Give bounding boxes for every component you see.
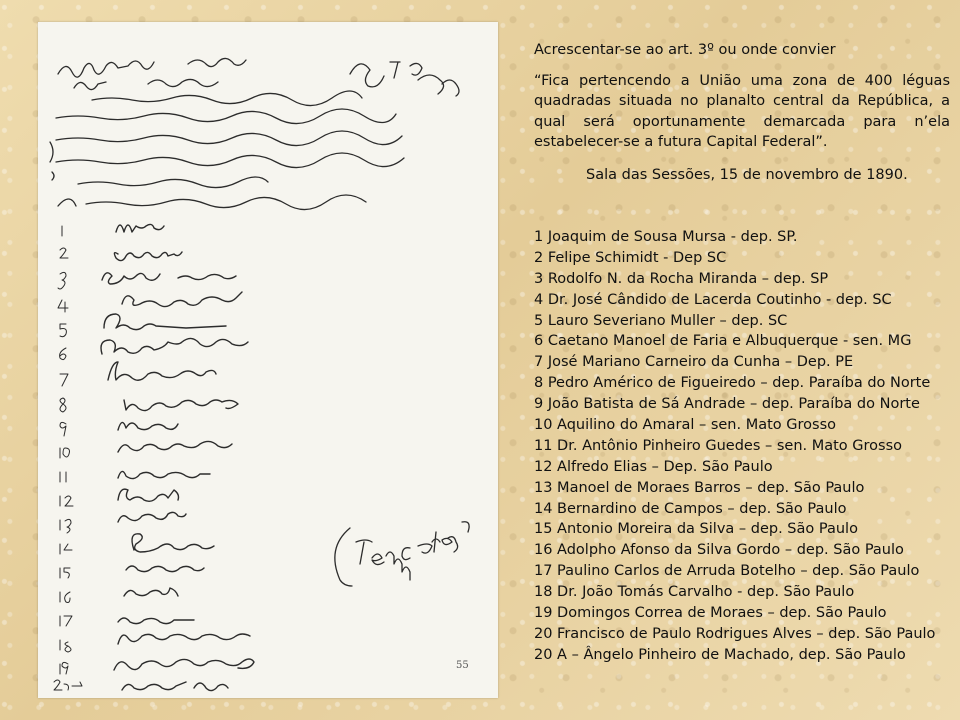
signatory-item: 18 Dr. João Tomás Carvalho - dep. São Paulo bbox=[534, 584, 855, 601]
signatory-item: 20 Francisco de Paulo Rodrigues Alves – dep. São Paulo bbox=[534, 625, 936, 642]
signatory-list bbox=[534, 227, 950, 666]
signatory-item: 15 Antonio Moreira da Silva – dep. São Paulo bbox=[534, 521, 858, 538]
signatory-item: 5 Lauro Severiano Muller – dep. SC bbox=[534, 312, 788, 329]
signatory-item: 20 A – Ângelo Pinheiro de Machado, dep. São Paulo bbox=[534, 646, 906, 663]
session-line: Sala das Sessões, 15 de novembro de 1890. bbox=[586, 166, 908, 183]
margin-note-strokes bbox=[356, 532, 458, 580]
signatory-item: 13 Manoel de Moraes Barros – dep. São Paulo bbox=[534, 479, 865, 496]
signatory-item: 9 João Batista de Sá Andrade – dep. Paraíba do Norte bbox=[534, 396, 920, 413]
amendment-heading: Acrescentar-se ao art. 3º ou onde convier bbox=[534, 42, 836, 58]
signatory-item: 11 Dr. Antônio Pinheiro Guedes – sen. Mato Grosso bbox=[534, 437, 903, 454]
signatory-item: 17 Paulino Carlos de Arruda Botelho – dep. São Paulo bbox=[534, 563, 920, 580]
signatory-item: 10 Aquilino do Amaral – sen. Mato Grosso bbox=[534, 417, 837, 434]
manuscript-image bbox=[38, 22, 498, 698]
signatory-item: 2 Felipe Schimidt - Dep SC bbox=[534, 249, 727, 266]
signatory-item: 6 Caetano Manoel de Faria e Albuquerque - sen. MG bbox=[534, 333, 912, 350]
signatures bbox=[101, 224, 254, 690]
handwriting-strokes bbox=[50, 58, 469, 690]
manuscript-scan bbox=[38, 22, 498, 698]
signatory-item: 14 Bernardino de Campos – dep. São Paulo bbox=[534, 500, 847, 517]
margin-bracket bbox=[335, 528, 352, 586]
handwriting-stamp bbox=[350, 62, 459, 96]
signatory-item: 1 Joaquim de Sousa Mursa - dep. SP. bbox=[534, 229, 798, 245]
handwriting-header bbox=[58, 58, 246, 77]
signature-numbers bbox=[54, 226, 82, 690]
transcription-panel bbox=[534, 40, 950, 666]
signatory-item: 16 Adolpho Afonso da Silva Gordo – dep. São Paulo bbox=[534, 542, 904, 559]
signatory-item: 8 Pedro Américo de Figueiredo – dep. Paraíba do Norte bbox=[534, 375, 931, 392]
signatory-item: 3 Rodolfo N. da Rocha Miranda – dep. SP bbox=[534, 270, 829, 287]
signatory-item: 4 Dr. José Cândido de Lacerda Coutinho - dep. SC bbox=[534, 291, 892, 308]
signatory-item: 19 Domingos Correa de Moraes – dep. São Paulo bbox=[534, 605, 887, 622]
amendment-quote: “Fica pertencendo a União uma zona de 400 léguas quadradas situada no planalto central da República, a qual será oportunamente demarcada para n’ela estabelecer-se a futura Capital Federal”. bbox=[534, 72, 950, 150]
signatory-item: 12 Alfredo Elias – Dep. São Paulo bbox=[534, 458, 773, 475]
signatory-item: 7 José Mariano Carneiro da Cunha – Dep. PE bbox=[534, 354, 854, 371]
page-number: 55 bbox=[456, 660, 469, 671]
